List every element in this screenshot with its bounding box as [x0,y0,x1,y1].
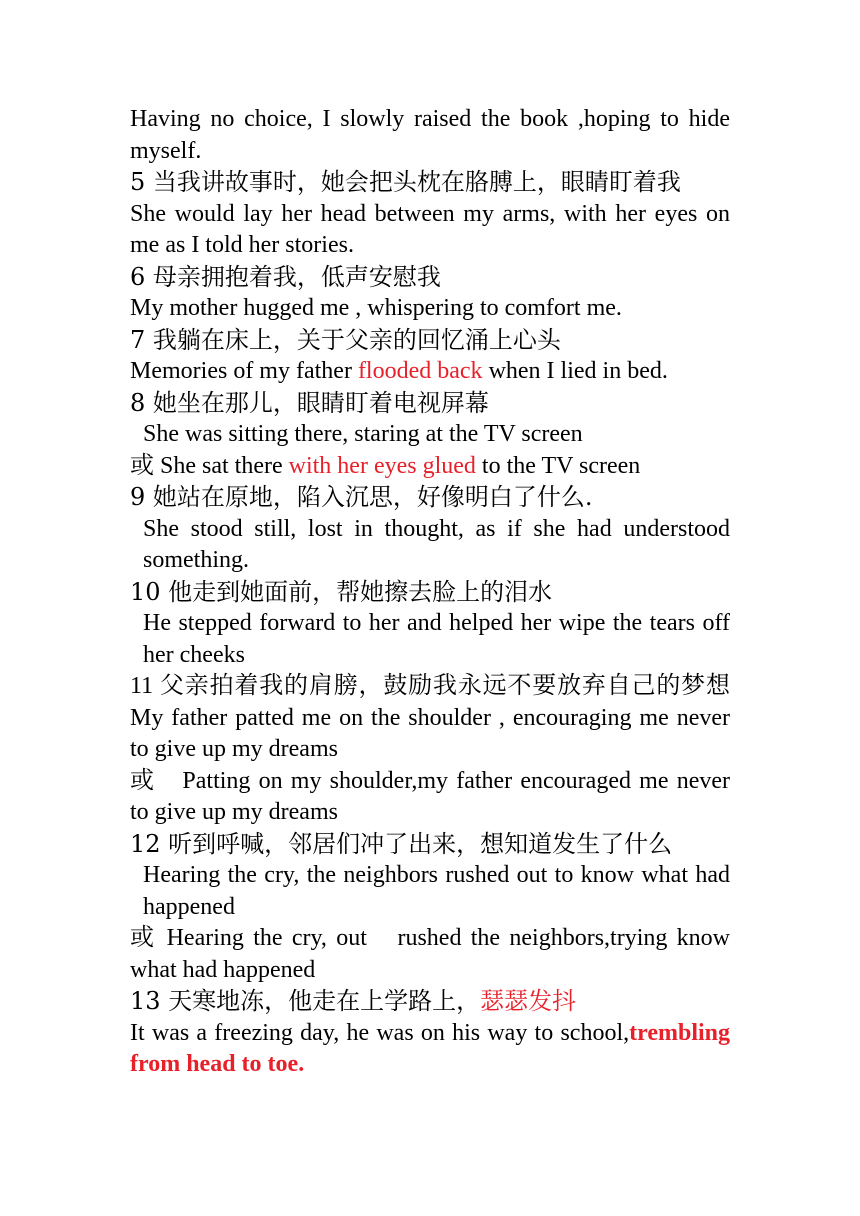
sentence-english [130,1018,730,1081]
document-body [130,104,730,1081]
sentence-english [130,356,730,388]
sentence-english: My mother hugged me , whispering to comfort me. [130,295,622,321]
sentence-chinese: 7 我躺在床上，关于父亲的回忆涌上心头 [130,325,561,354]
sentence-english-alt: 或 Patting on my shoulder,my father encouraged me never to give up my dreams [130,767,730,825]
sentence-chinese [130,986,730,1018]
sentence-english-alt [130,451,730,483]
sentence-english: He stepped forward to her and helped her wipe the tears off her cheeks [143,610,730,668]
highlighted-phrase: with her eyes glued [288,452,476,479]
sentence-mixed: 11 父亲拍着我的肩膀，鼓励我永远不要放弃自己的梦想 My father patted me on the shoulder , encouraging me never to give up my dreams [130,673,730,762]
sentence-chinese: 8 她坐在那儿，眼睛盯着电视屏幕 [130,388,489,417]
highlighted-phrase: flooded back [357,358,483,384]
sentence-chinese: 9 她站在原地，陷入沉思，好像明白了什么. [130,483,593,511]
text-run: to the TV screen [475,452,641,479]
sentence-english: She would lay her head between my arms, with her eyes on me as I told her stories. [130,200,730,258]
highlighted-phrase: 瑟瑟发抖 [480,987,577,1015]
text-run: Memories of my father [130,358,358,384]
highlighted-phrase: trembling from head to toe. [130,1019,730,1077]
sentence-english: She was sitting there, staring at the TV screen [143,421,583,447]
sentence-english: Having no choice, I slowly raised the book ,hoping to hide myself. [130,106,730,164]
sentence-english: Hearing the cry, the neighbors rushed out to know what had happened [143,862,730,920]
sentence-chinese: 12 听到呼喊，邻居们冲了出来，想知道发生了什么 [130,829,673,858]
text-run: It was a freezing day, he was on his way to school, [130,1019,630,1046]
sentence-chinese: 10 他走到她面前，帮她擦去脸上的泪水 [130,577,553,606]
sentence-english: She stood still, lost in thought, as if she had understood something. [143,515,730,573]
text-run: when I lied in bed. [482,358,668,384]
text-run: 或 She sat there [130,452,289,479]
sentence-chinese: 5 当我讲故事时，她会把头枕在胳膊上，眼睛盯着我 [130,168,681,196]
sentence-chinese: 6 母亲拥抱着我，低声安慰我 [130,262,441,291]
text-run: 13 天寒地冻，他走在上学路上， [130,987,481,1015]
sentence-english-alt: 或 Hearing the cry, out rushed the neighbors,trying know what had happened [130,925,730,983]
